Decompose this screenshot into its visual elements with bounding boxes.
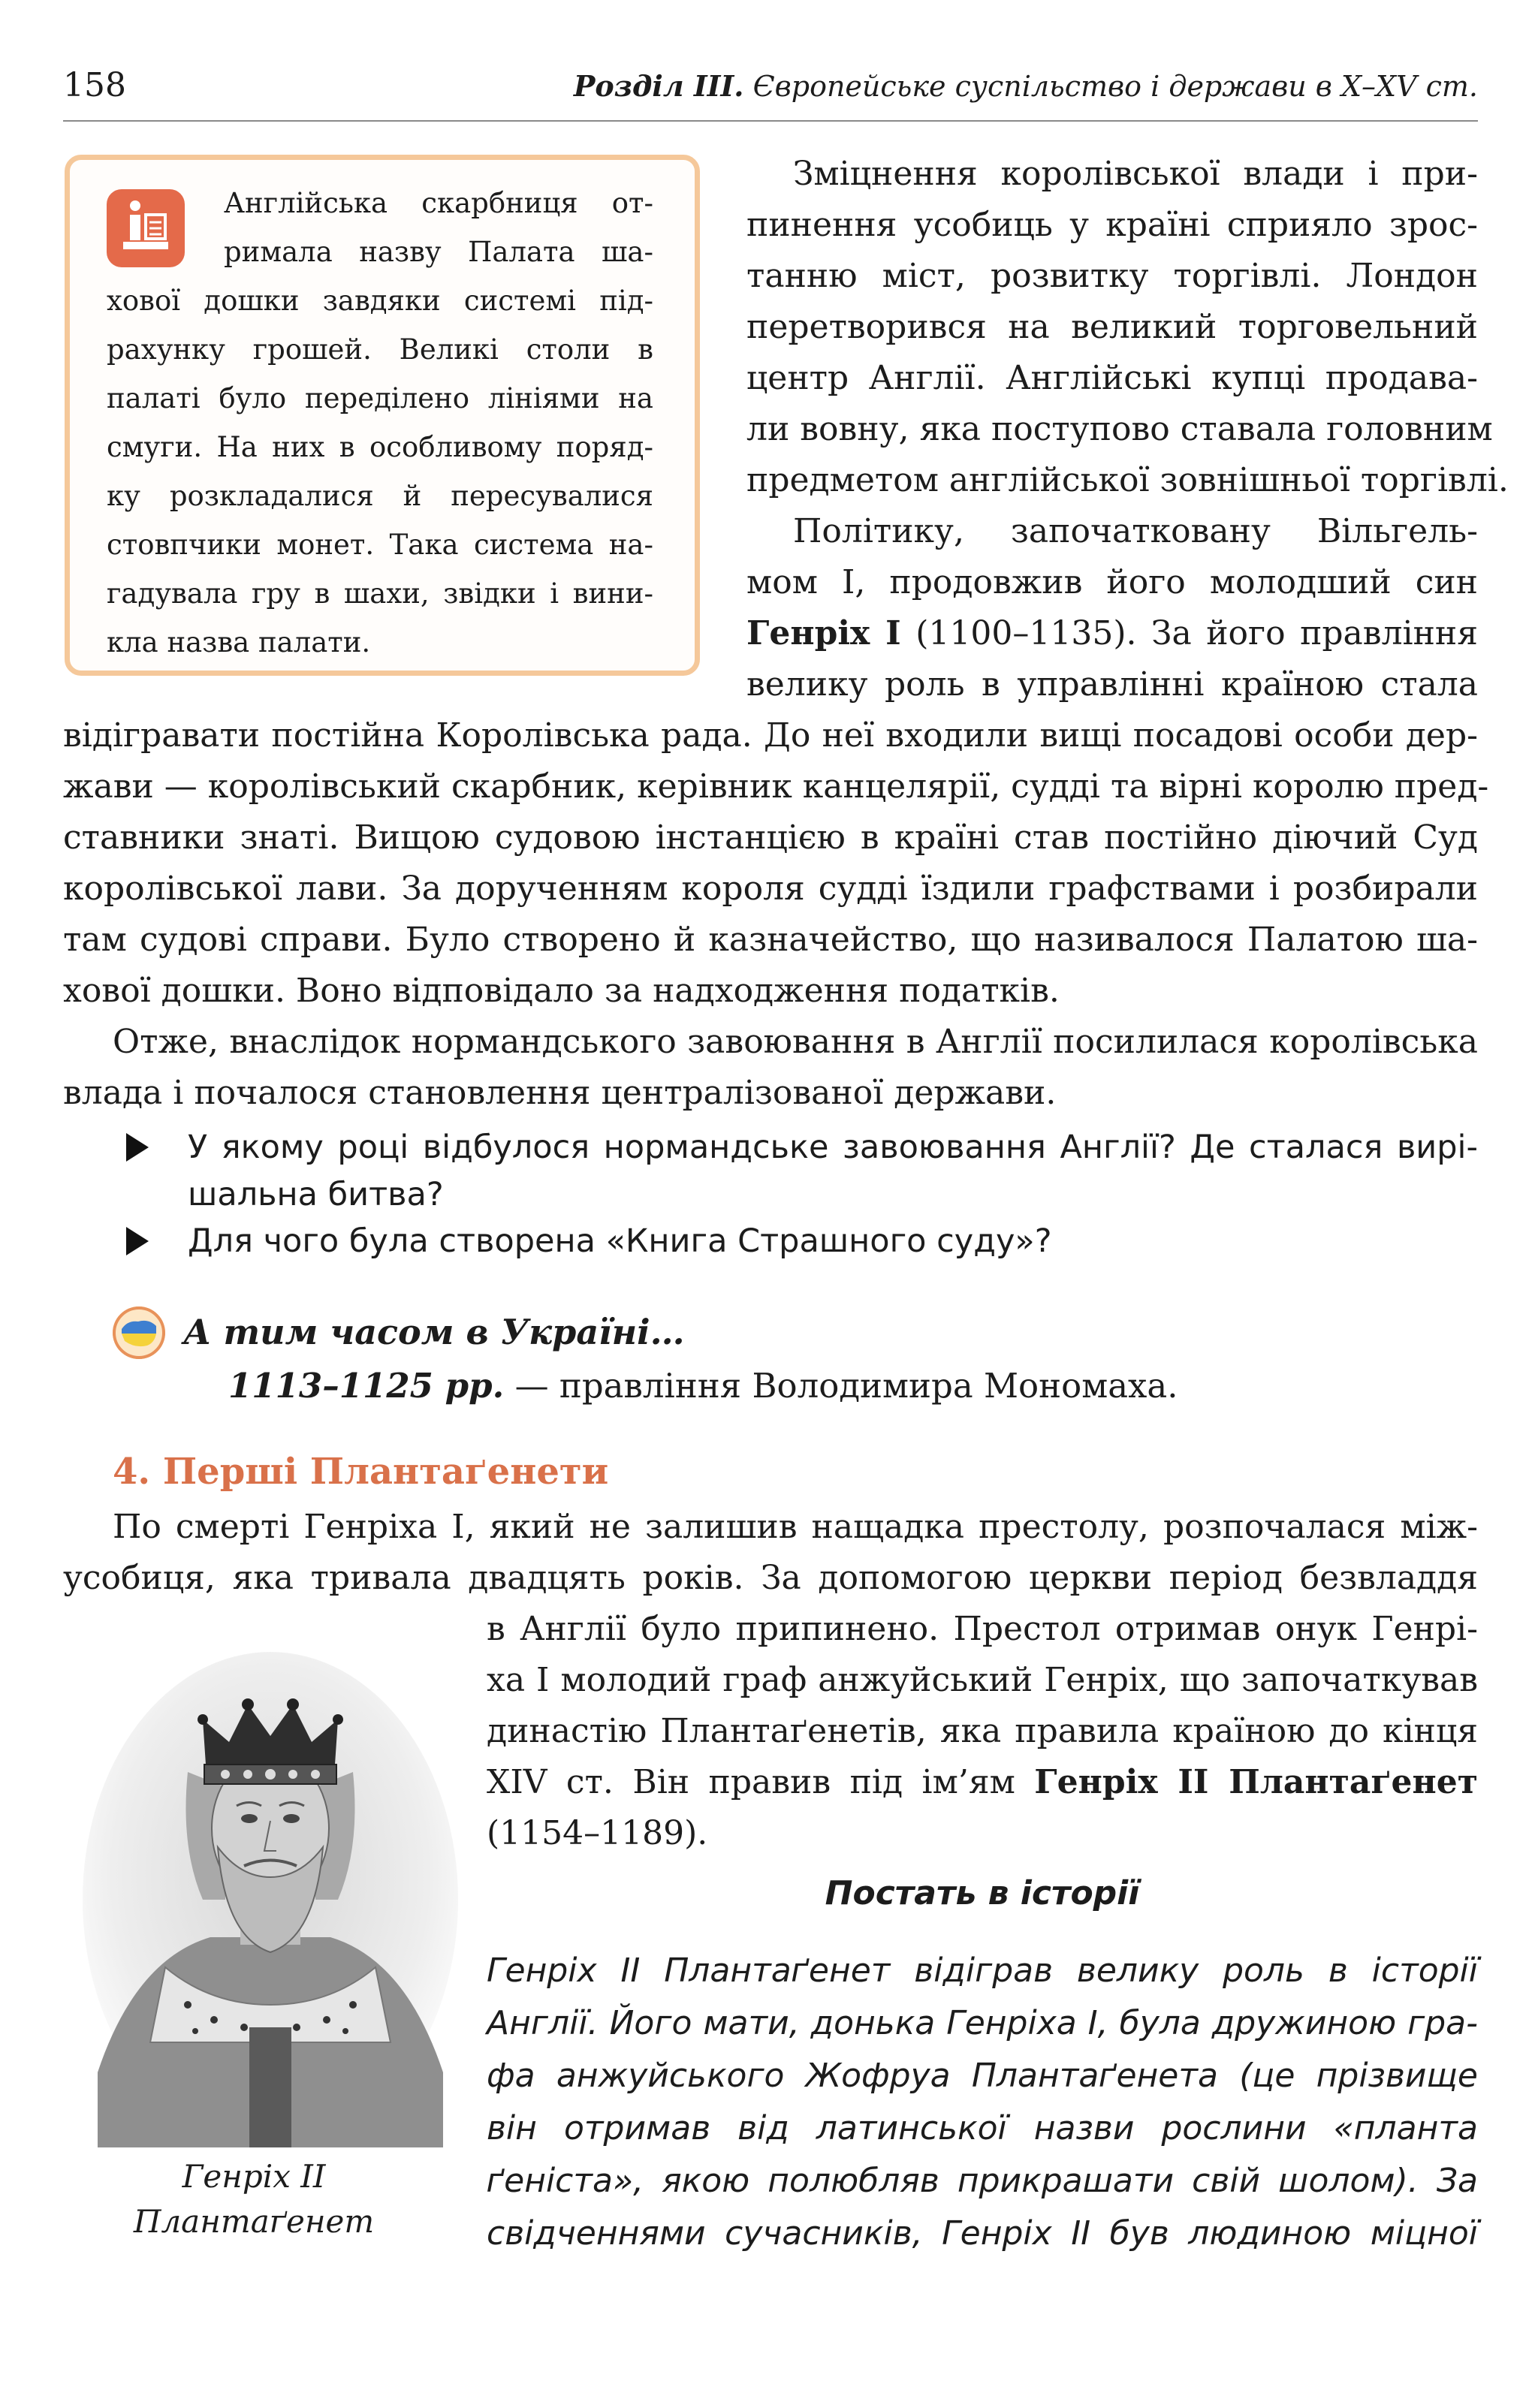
text-line: ли вовну, яка поступово ставала головним [746,410,1493,448]
feature-line: ґеніста», якою полюбляв прикрашати свій шолом). За [487,2162,1478,2200]
text-line: (1154–1189). [487,1814,708,1852]
question-line: Для чого була створена «Книга Страшного суду»? [188,1222,1052,1260]
text-span: XIV ст. Він правив під ім’ям [487,1763,1035,1801]
text-line: ха І молодий граф анжуйський Генріх, що започаткував [487,1661,1478,1699]
info-book-icon [107,189,185,267]
text-line [487,1757,1478,1808]
text-line: перетворився на великий торговельний [746,308,1478,346]
text-line: в Англії було припинено. Престол отримав онук Генрі- [487,1610,1478,1648]
section-label: Розділ III. [573,69,744,103]
text-line: королівської лави. За дорученням короля судді їздили графствами і розбирали [63,869,1478,908]
note-body: — правління Володимира Мономаха. [504,1366,1178,1406]
info-line: Англійська скарбниця от- [224,187,653,219]
note-title: А тим часом в Україні… [183,1312,685,1352]
portrait-caption: Плантаґенет [133,2203,375,2240]
text-line: предметом англійської зовнішньої торгівлі. [746,461,1509,499]
text-line: Отже, внаслідок нормандського завоювання в Англії посилилася королівська [113,1023,1478,1061]
text-line: центр Англії. Англійські купці продава- [746,359,1478,397]
ukraine-map-icon [113,1306,165,1359]
running-head [574,68,1478,105]
person-name: Генріх II Плантаґенет [1034,1763,1478,1801]
info-line: римала назву Палата ша- [224,236,653,268]
text-line: ставники знаті. Вищою судовою інстанцією в країні став постійно діючий Суд [63,818,1478,857]
question-line: У якому році відбулося нормандське завоювання Англії? Де сталася вирі- [188,1129,1478,1166]
person-name: Генріх І [746,614,901,652]
feature-line: він отримав від латинської назви рослини «планта [487,2109,1478,2147]
info-line: палаті було переділено лініями на [107,382,653,414]
text-line [746,608,1478,659]
text-span: (1100–1135). За його правління [900,614,1478,652]
info-line: кла назва палати. [107,626,371,659]
text-line: хової дошки. Воно відповідало за надходження податків. [63,972,1060,1010]
feature-heading: Постать в історії [825,1874,1140,1912]
text-line: мом І, продовжив його молодший син [746,563,1478,601]
portrait-henry-ii [75,1652,466,2147]
question-line: шальна битва? [188,1176,444,1213]
section-heading: 4. Перші Плантаґенети [113,1451,609,1493]
text-line: Політику, започатковану Вільгель- [793,512,1478,550]
text-line: Зміцнення королівської влади і при- [793,155,1478,193]
text-line: влада і почалося становлення централізованої держави. [63,1074,1057,1112]
text-line: танню міст, розвитку торгівлі. Лондон [746,257,1478,295]
feature-line: Генріх II Плантаґенет відіграв велику роль в історії [487,1951,1478,1990]
note-text [228,1361,1178,1412]
header-rule [63,120,1478,122]
text-line: усобиця, яка тривала двадцять років. За допомогою церкви період безвладдя [63,1559,1478,1597]
info-line: гадувала гру в шахи, звідки і вини- [107,577,653,610]
info-line: смуги. На них в особливому поряд- [107,431,653,463]
text-line: По смерті Генріха І, який не залишив нащадка престолу, розпочалася між- [113,1508,1478,1546]
feature-line: свідченнями сучасників, Генріх II був людиною міцної [487,2214,1478,2253]
text-line: жави — королівський скарбник, керівник канцелярії, судді та вірні королю пред- [63,767,1489,806]
question-bullet-icon [126,1227,149,1255]
text-line: там судові справи. Було створено й казначейство, що називалося Палатою ша- [63,921,1478,959]
info-line: ку розкладалися й пересувалися [107,480,653,512]
portrait-caption: Генріх II [182,2158,326,2195]
info-line: хової дошки завдяки системі під- [107,285,653,317]
info-line: рахунку грошей. Великі столи в [107,333,653,366]
feature-line: фа анжуйського Жофруа Плантаґенета (це прізвище [487,2057,1478,2095]
question-bullet-icon [126,1133,149,1162]
text-line: пинення усобиць у країні сприяло зрос- [746,206,1478,244]
section-title: Європейське суспільство і держави в X–XV ст. [752,70,1478,103]
text-line: відігравати постійна Королівська рада. До неї входили вищі посадові особи дер- [63,716,1478,755]
feature-line: Англії. Його мати, донька Генріха І, була дружиною гра- [487,2004,1478,2042]
note-years: 1113–1125 рр. [228,1366,505,1406]
info-line: стовпчики монет. Така система на- [107,529,653,561]
page-number: 158 [63,66,126,104]
text-line: велику роль в управлінні країною стала [746,665,1478,704]
text-line: династію Плантаґенетів, яка правила країною до кінця [487,1712,1478,1750]
